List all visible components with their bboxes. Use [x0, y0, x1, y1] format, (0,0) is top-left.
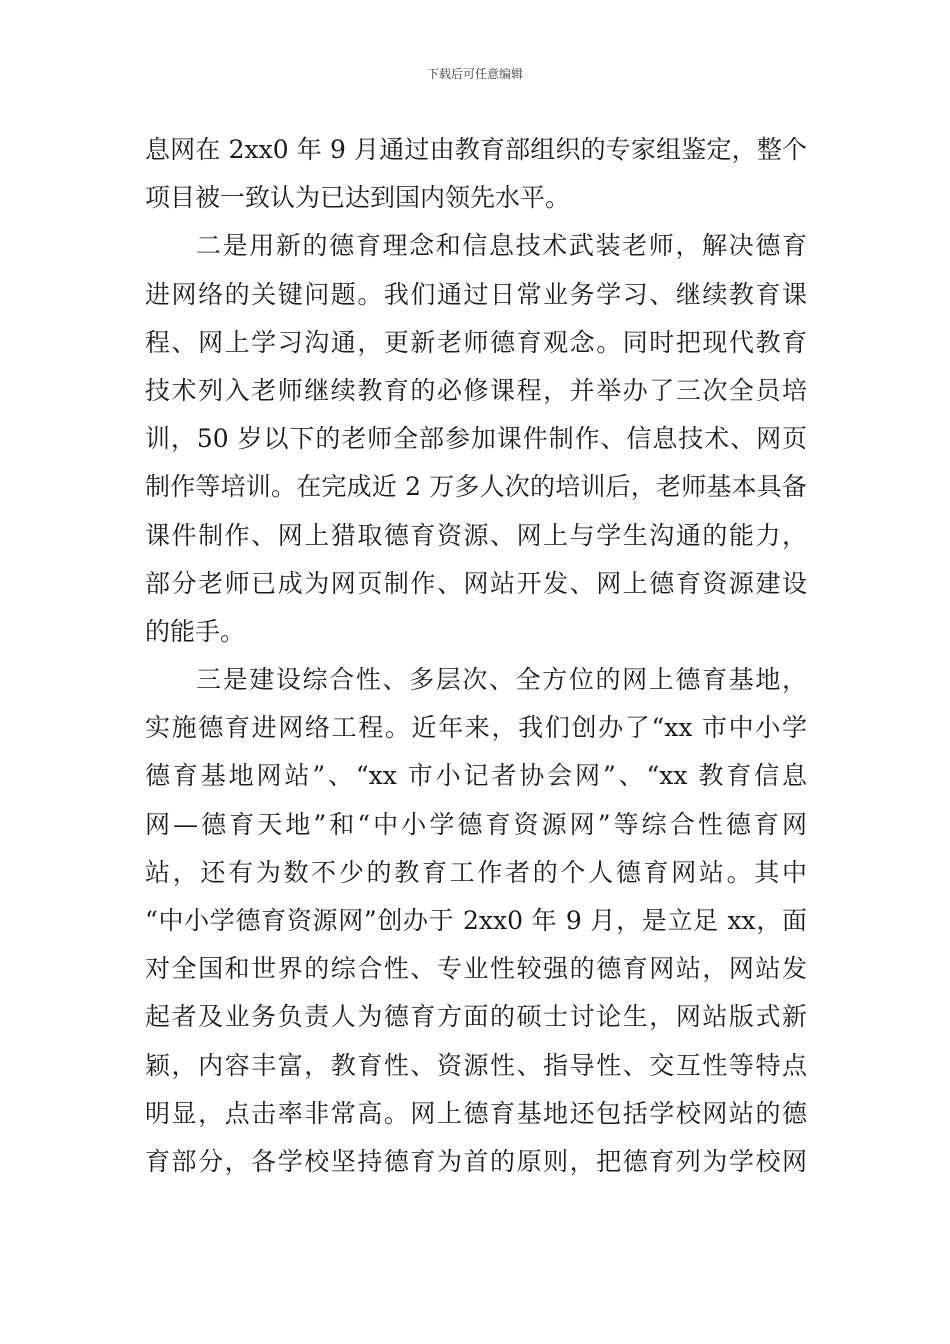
page-header: 下载后可任意编辑 [426, 67, 523, 81]
document-body [145, 126, 807, 1186]
text-line: 明显，点击率非常高。网上德育基地还包括学校网站的德 [145, 1098, 807, 1128]
text-line: 实施德育进网络工程。近年来，我们创办了“xx 市中小学 [145, 713, 807, 743]
text-line: 育部分，各学校坚持德育为首的原则，把德育列为学校网 [145, 1146, 807, 1176]
text-line: 课件制作、网上猎取德育资源、网上与学生沟通的能力， [145, 520, 807, 550]
text-line: 训，50 岁以下的老师全部参加课件制作、信息技术、网页 [145, 424, 807, 454]
text-line: 项目被一致认为已达到国内领先水平。 [145, 183, 571, 213]
text-line: 的能手。 [145, 616, 246, 646]
text-line: 息网在 2xx0 年 9 月通过由教育部组织的专家组鉴定，整个 [145, 135, 807, 164]
text-line: 对全国和世界的综合性、专业性较强的德育网站，网站发 [145, 954, 807, 984]
text-line: 起者及业务负责人为德育方面的硕士讨论生，网站版式新 [145, 1002, 807, 1032]
text-line: 程、网上学习沟通，更新老师德育观念。同时把现代教育 [145, 327, 807, 357]
text-line: 技术列入老师继续教育的必修课程，并举办了三次全员培 [145, 375, 807, 405]
text-line: 德育基地网站”、“xx 市小记者协会网”、“xx 教育信息 [145, 761, 807, 791]
text-line: 制作等培训。在完成近 2 万多人次的培训后，老师基本具备 [145, 472, 807, 502]
text-line: 二是用新的德育理念和信息技术武装老师，解决德育 [196, 231, 807, 261]
text-line: 三是建设综合性、多层次、全方位的网上德育基地， [196, 665, 807, 695]
text-line: 进网络的关键问题。我们通过日常业务学习、继续教育课 [145, 279, 807, 309]
text-line: 部分老师已成为网页制作、网站开发、网上德育资源建设 [145, 568, 807, 598]
text-line: 站，还有为数不少的教育工作者的个人德育网站。其中 [145, 857, 807, 887]
text-line: 颖，内容丰富，教育性、资源性、指导性、交互性等特点 [145, 1050, 807, 1080]
text-line: “中小学德育资源网”创办于 2xx0 年 9 月，是立足 xx，面 [145, 906, 807, 935]
text-line: 网—德育天地”和“中小学德育资源网”等综合性德育网 [145, 809, 807, 839]
